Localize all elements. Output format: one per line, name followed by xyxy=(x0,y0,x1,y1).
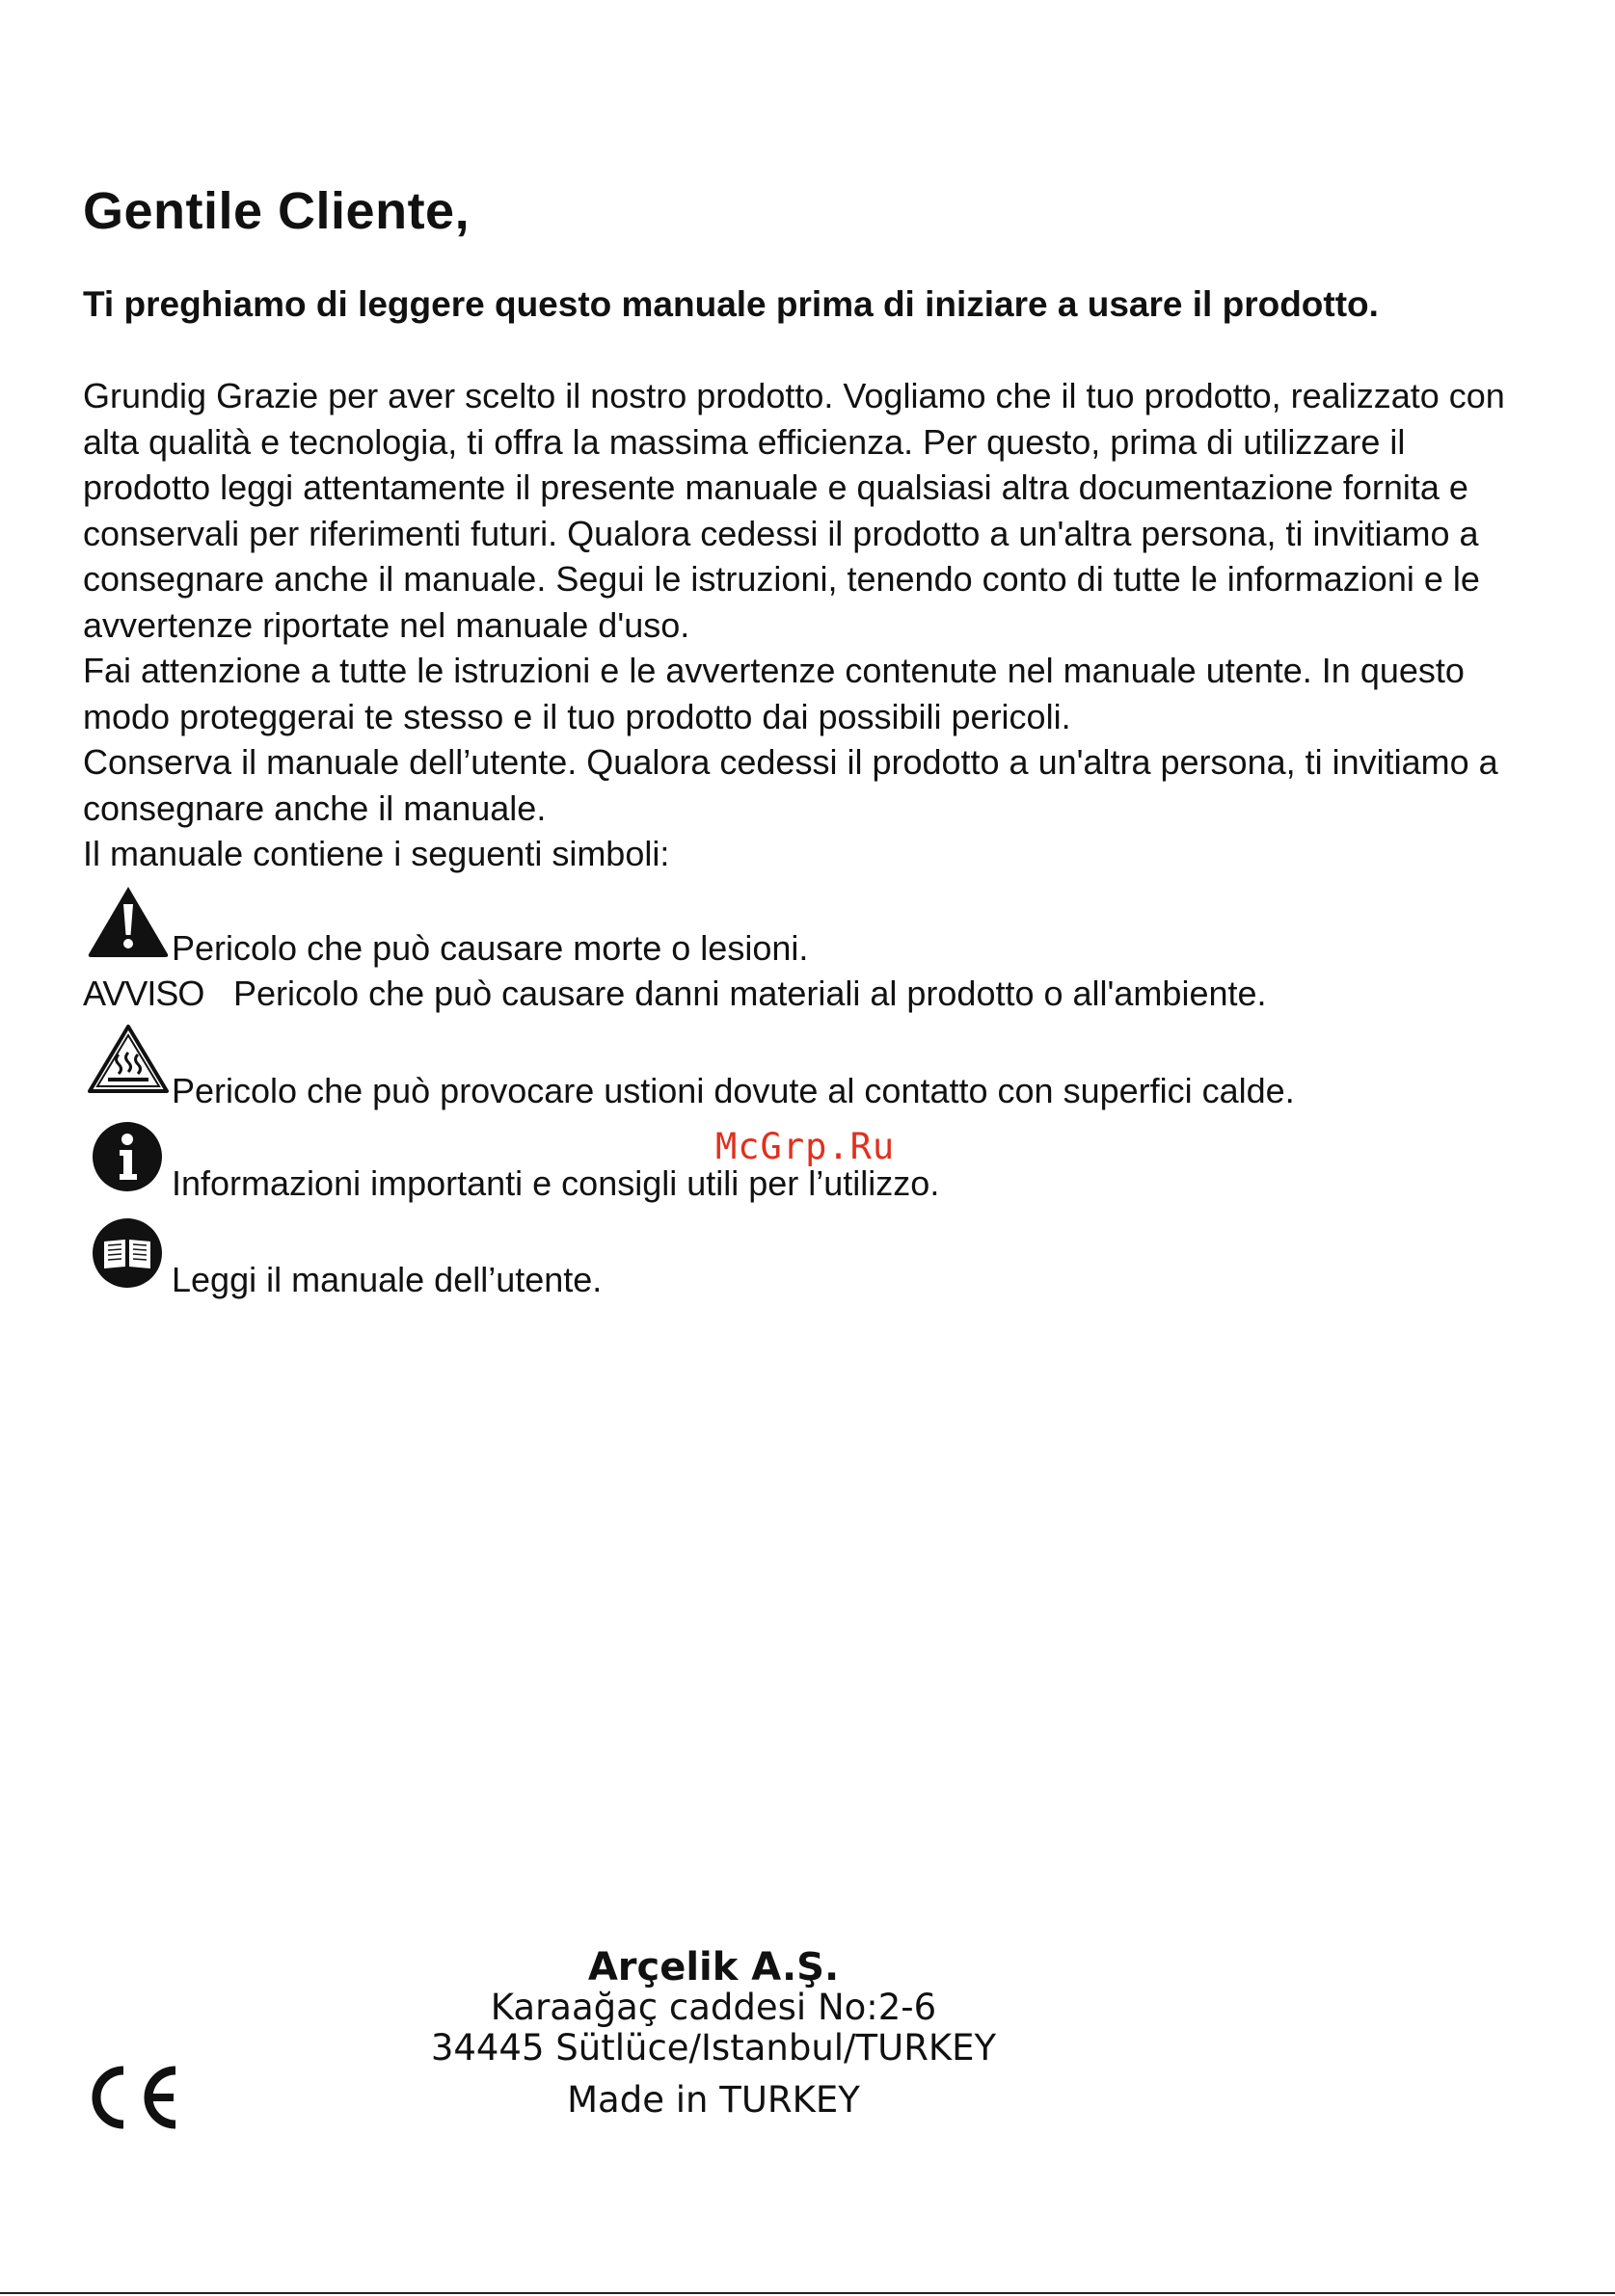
symbol-hot-text: Pericolo che può provocare ustioni dovute al contatto con superfici calde. xyxy=(172,1071,1295,1110)
intro-text xyxy=(83,373,1529,877)
bottom-rule xyxy=(0,2292,1615,2294)
symbol-avviso xyxy=(83,973,1529,1017)
address-city: 34445 Sütlüce/Istanbul/TURKEY xyxy=(430,2027,997,2069)
made-in: Made in TURKEY xyxy=(567,2079,860,2121)
info-icon xyxy=(91,1120,164,1193)
symbol-manual-text: Leggi il manuale dell’utente. xyxy=(172,1260,603,1299)
page-title: Gentile Cliente, xyxy=(83,182,471,240)
symbol-danger-text: Pericolo che può causare morte o lesioni. xyxy=(172,928,809,968)
hot-surface-icon xyxy=(87,1024,170,1095)
watermark: McGrp.Ru xyxy=(715,1126,896,1167)
paragraph-keep-manual: Conserva il manuale dell’utente. Qualora cedessi il prodotto a un'altra persona, ti invitiamo a consegnare anche il manuale. xyxy=(83,742,1498,828)
address-street: Karaağaç caddesi No:2-6 xyxy=(490,1987,937,2028)
book-icon xyxy=(91,1216,164,1290)
company-name: Arçelik A.Ş. xyxy=(587,1945,840,1989)
warning-triangle-icon xyxy=(87,885,170,958)
symbol-hot-surface xyxy=(83,1024,1529,1110)
manufacturer-address xyxy=(424,1947,1003,2121)
paragraph-attention: Fai attenzione a tutte le istruzioni e le avvertenze contenute nel manuale utente. In questo modo proteggerai te stesso e il tuo prodotto dai possibili pericoli. xyxy=(83,651,1465,736)
symbol-avviso-text: Pericolo che può causare danni materiali al prodotto o all'ambiente. xyxy=(233,974,1267,1013)
paragraph-symbols-intro: Il manuale contiene i seguenti simboli: xyxy=(83,834,670,873)
avviso-label: AVVISO xyxy=(83,974,204,1013)
symbol-danger xyxy=(83,885,1529,968)
ce-mark-icon xyxy=(81,2063,181,2132)
symbol-info-text: Informazioni importanti e consigli utili per l’utilizzo. xyxy=(172,1163,940,1203)
lead-instruction: Ti preghiamo di leggere questo manuale prima di iniziare a usare il prodotto. xyxy=(83,284,1379,324)
paragraph-intro: Grundig Grazie per aver scelto il nostro prodotto. Vogliamo che il tuo prodotto, realizzato con alta qualità e tecnologia, ti offra la massima efficienza. Per questo, prima di utilizzare il prodotto leggi attentamente il presente manuale e qualsiasi altra documentazione fornita e conservali per riferimenti futuri. Qualora cedessi il prodotto a un'altra persona, ti invitiamo a consegnare anche il manuale. Segui le istruzioni, tenendo conto di tutte le informazioni e le avvertenze riportate nel manuale d'uso. xyxy=(83,376,1505,645)
symbol-manual xyxy=(83,1216,1529,1303)
